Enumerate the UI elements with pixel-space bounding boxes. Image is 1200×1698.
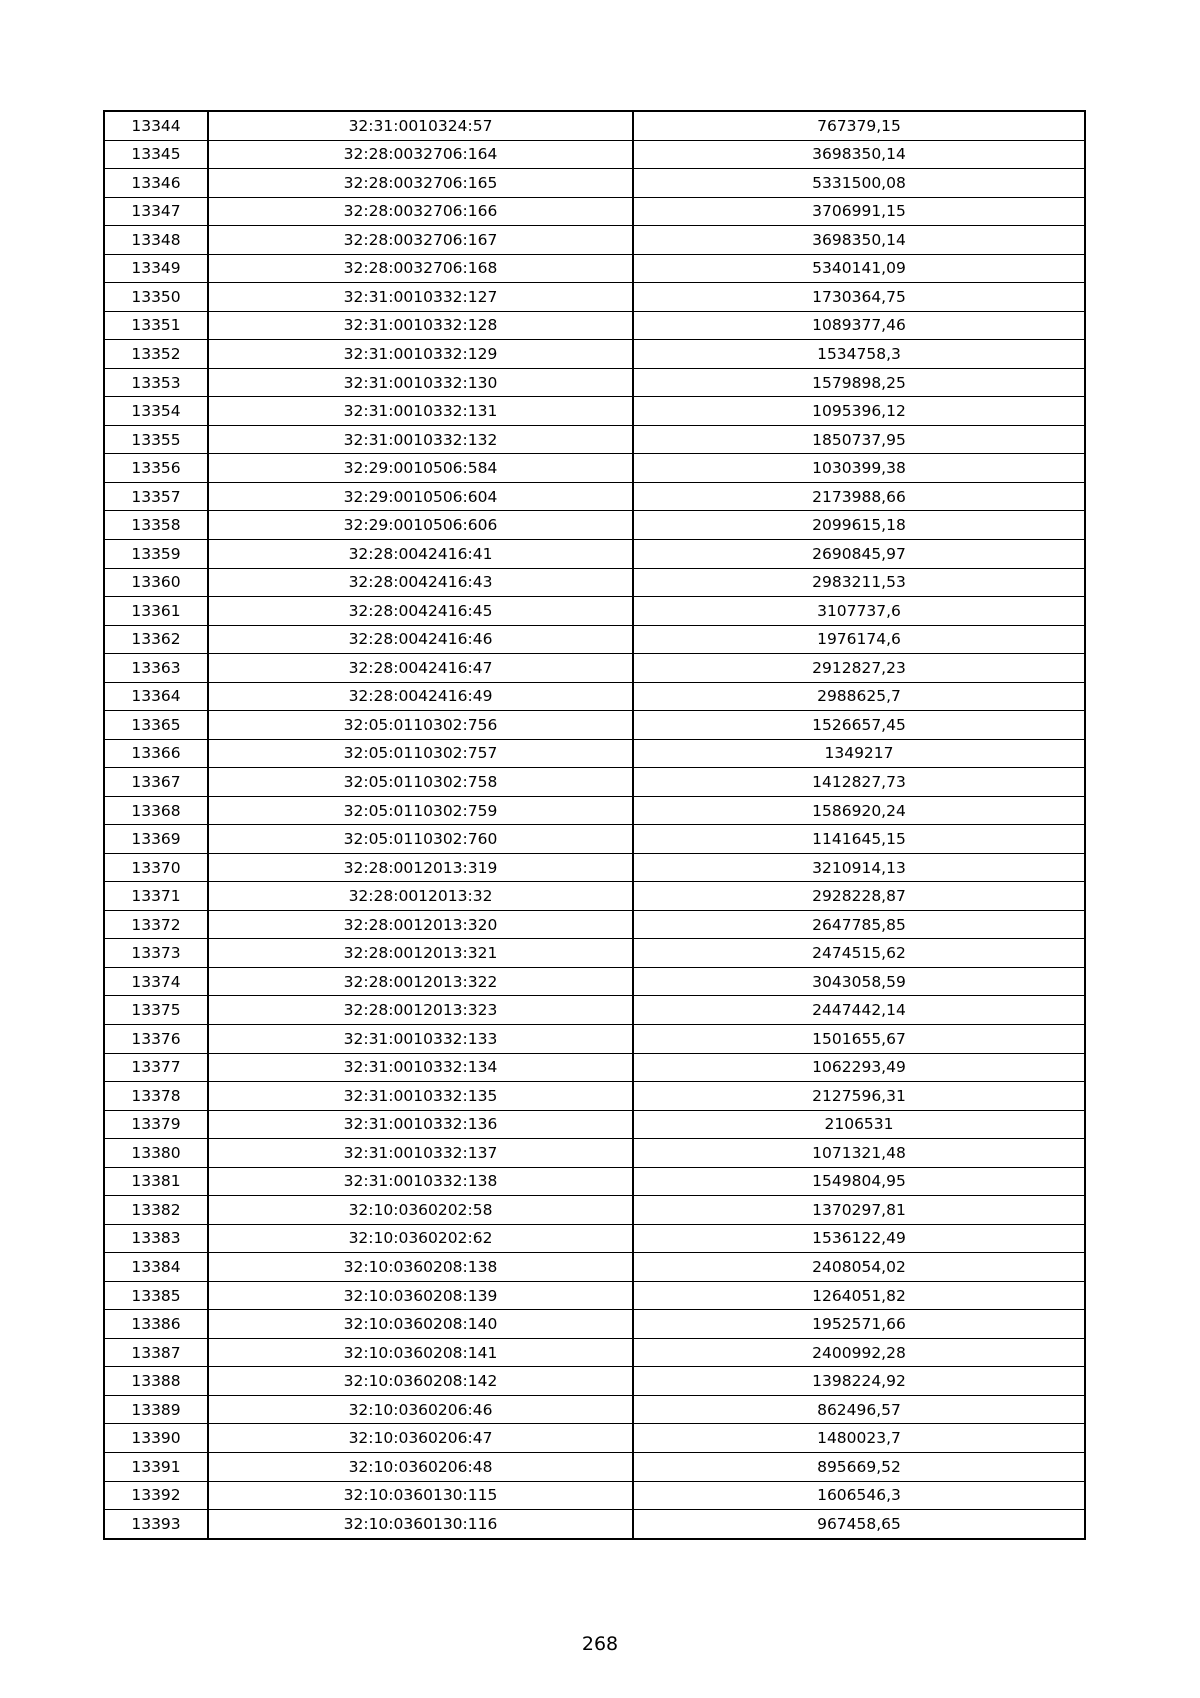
table-row <box>104 1510 1085 1539</box>
cadastral-number-cell: 32:28:0032706:167 <box>208 226 633 255</box>
cadastral-number-cell: 32:28:0042416:46 <box>208 625 633 654</box>
row-number-cell: 13372 <box>104 910 208 939</box>
row-number-cell: 13345 <box>104 140 208 169</box>
table-row <box>104 111 1085 140</box>
value-cell: 1730364,75 <box>633 283 1085 312</box>
table-row <box>104 1424 1085 1453</box>
value-cell: 2988625,7 <box>633 682 1085 711</box>
cadastral-number-cell: 32:29:0010506:606 <box>208 511 633 540</box>
row-number-cell: 13389 <box>104 1395 208 1424</box>
value-cell: 1141645,15 <box>633 825 1085 854</box>
table-row <box>104 1196 1085 1225</box>
value-cell: 2983211,53 <box>633 568 1085 597</box>
table-row <box>104 1082 1085 1111</box>
cadastral-number-cell: 32:28:0032706:165 <box>208 169 633 198</box>
table-row <box>104 254 1085 283</box>
cadastral-number-cell: 32:31:0010332:128 <box>208 311 633 340</box>
cadastral-number-cell: 32:31:0010332:134 <box>208 1053 633 1082</box>
cadastral-number-cell: 32:10:0360206:46 <box>208 1395 633 1424</box>
row-number-cell: 13363 <box>104 654 208 683</box>
value-cell: 2400992,28 <box>633 1338 1085 1367</box>
row-number-cell: 13344 <box>104 111 208 140</box>
table-row <box>104 939 1085 968</box>
cadastral-number-cell: 32:28:0032706:164 <box>208 140 633 169</box>
value-cell: 2690845,97 <box>633 539 1085 568</box>
cadastral-number-cell: 32:10:0360130:116 <box>208 1510 633 1539</box>
cadastral-number-cell: 32:31:0010332:137 <box>208 1139 633 1168</box>
table-row <box>104 197 1085 226</box>
value-cell: 2447442,14 <box>633 996 1085 1025</box>
table-row <box>104 910 1085 939</box>
value-cell: 5340141,09 <box>633 254 1085 283</box>
cadastral-number-cell: 32:28:0012013:32 <box>208 882 633 911</box>
value-cell: 1349217 <box>633 739 1085 768</box>
row-number-cell: 13390 <box>104 1424 208 1453</box>
row-number-cell: 13393 <box>104 1510 208 1539</box>
row-number-cell: 13368 <box>104 796 208 825</box>
row-number-cell: 13369 <box>104 825 208 854</box>
cadastral-number-cell: 32:28:0012013:320 <box>208 910 633 939</box>
value-cell: 3698350,14 <box>633 140 1085 169</box>
table-row <box>104 1224 1085 1253</box>
row-number-cell: 13384 <box>104 1253 208 1282</box>
row-number-cell: 13391 <box>104 1452 208 1481</box>
cadastral-number-cell: 32:31:0010332:136 <box>208 1110 633 1139</box>
cadastral-number-cell: 32:10:0360202:62 <box>208 1224 633 1253</box>
value-cell: 1579898,25 <box>633 368 1085 397</box>
table-row <box>104 568 1085 597</box>
cadastral-number-cell: 32:28:0042416:43 <box>208 568 633 597</box>
table-row <box>104 682 1085 711</box>
table-row <box>104 1281 1085 1310</box>
data-table <box>103 110 1086 1540</box>
row-number-cell: 13382 <box>104 1196 208 1225</box>
value-cell: 1089377,46 <box>633 311 1085 340</box>
cadastral-number-cell: 32:28:0042416:41 <box>208 539 633 568</box>
table-row <box>104 368 1085 397</box>
value-cell: 2173988,66 <box>633 482 1085 511</box>
row-number-cell: 13361 <box>104 597 208 626</box>
cadastral-number-cell: 32:28:0042416:49 <box>208 682 633 711</box>
table-row <box>104 768 1085 797</box>
table-row <box>104 1481 1085 1510</box>
table-row <box>104 1253 1085 1282</box>
cadastral-number-cell: 32:10:0360208:142 <box>208 1367 633 1396</box>
table-row <box>104 425 1085 454</box>
row-number-cell: 13357 <box>104 482 208 511</box>
table-row <box>104 739 1085 768</box>
cadastral-number-cell: 32:29:0010506:604 <box>208 482 633 511</box>
row-number-cell: 13359 <box>104 539 208 568</box>
value-cell: 3210914,13 <box>633 853 1085 882</box>
table-row <box>104 796 1085 825</box>
cadastral-number-cell: 32:31:0010332:133 <box>208 1025 633 1054</box>
value-cell: 1412827,73 <box>633 768 1085 797</box>
row-number-cell: 13362 <box>104 625 208 654</box>
row-number-cell: 13356 <box>104 454 208 483</box>
row-number-cell: 13375 <box>104 996 208 1025</box>
cadastral-number-cell: 32:10:0360130:115 <box>208 1481 633 1510</box>
cadastral-number-cell: 32:31:0010332:129 <box>208 340 633 369</box>
value-cell: 1952571,66 <box>633 1310 1085 1339</box>
table-row <box>104 967 1085 996</box>
cadastral-number-cell: 32:31:0010332:135 <box>208 1082 633 1111</box>
row-number-cell: 13353 <box>104 368 208 397</box>
value-cell: 1264051,82 <box>633 1281 1085 1310</box>
table-row <box>104 853 1085 882</box>
table-row <box>104 511 1085 540</box>
table-row <box>104 140 1085 169</box>
value-cell: 1534758,3 <box>633 340 1085 369</box>
value-cell: 1526657,45 <box>633 711 1085 740</box>
table-row <box>104 711 1085 740</box>
cadastral-number-cell: 32:31:0010332:131 <box>208 397 633 426</box>
cadastral-number-cell: 32:05:0110302:759 <box>208 796 633 825</box>
cadastral-number-cell: 32:31:0010332:127 <box>208 283 633 312</box>
table-row <box>104 1110 1085 1139</box>
cadastral-number-cell: 32:10:0360202:58 <box>208 1196 633 1225</box>
row-number-cell: 13376 <box>104 1025 208 1054</box>
cadastral-number-cell: 32:10:0360208:138 <box>208 1253 633 1282</box>
value-cell: 3706991,15 <box>633 197 1085 226</box>
value-cell: 2408054,02 <box>633 1253 1085 1282</box>
table-row <box>104 340 1085 369</box>
cadastral-number-cell: 32:10:0360206:47 <box>208 1424 633 1453</box>
cadastral-number-cell: 32:31:0010332:138 <box>208 1167 633 1196</box>
value-cell: 1370297,81 <box>633 1196 1085 1225</box>
table-row <box>104 1139 1085 1168</box>
row-number-cell: 13360 <box>104 568 208 597</box>
table-row <box>104 1395 1085 1424</box>
row-number-cell: 13392 <box>104 1481 208 1510</box>
row-number-cell: 13370 <box>104 853 208 882</box>
cadastral-number-cell: 32:28:0012013:319 <box>208 853 633 882</box>
table-row <box>104 1452 1085 1481</box>
row-number-cell: 13348 <box>104 226 208 255</box>
row-number-cell: 13346 <box>104 169 208 198</box>
row-number-cell: 13387 <box>104 1338 208 1367</box>
table-row <box>104 169 1085 198</box>
table-row <box>104 283 1085 312</box>
table-body <box>104 111 1085 1539</box>
table-row <box>104 397 1085 426</box>
cadastral-number-cell: 32:10:0360208:139 <box>208 1281 633 1310</box>
row-number-cell: 13355 <box>104 425 208 454</box>
row-number-cell: 13365 <box>104 711 208 740</box>
table-row <box>104 311 1085 340</box>
table-row <box>104 1053 1085 1082</box>
table-row <box>104 1025 1085 1054</box>
cadastral-number-cell: 32:05:0110302:756 <box>208 711 633 740</box>
table-row <box>104 597 1085 626</box>
value-cell: 1062293,49 <box>633 1053 1085 1082</box>
row-number-cell: 13380 <box>104 1139 208 1168</box>
cadastral-number-cell: 32:31:0010332:130 <box>208 368 633 397</box>
cadastral-number-cell: 32:28:0032706:166 <box>208 197 633 226</box>
table-row <box>104 226 1085 255</box>
row-number-cell: 13386 <box>104 1310 208 1339</box>
table-row <box>104 625 1085 654</box>
row-number-cell: 13381 <box>104 1167 208 1196</box>
value-cell: 2912827,23 <box>633 654 1085 683</box>
value-cell: 1549804,95 <box>633 1167 1085 1196</box>
row-number-cell: 13352 <box>104 340 208 369</box>
row-number-cell: 13385 <box>104 1281 208 1310</box>
value-cell: 1398224,92 <box>633 1367 1085 1396</box>
table-row <box>104 882 1085 911</box>
table-row <box>104 454 1085 483</box>
page-number: 268 <box>581 1633 619 1655</box>
row-number-cell: 13377 <box>104 1053 208 1082</box>
cadastral-number-cell: 32:28:0042416:45 <box>208 597 633 626</box>
value-cell: 862496,57 <box>633 1395 1085 1424</box>
cadastral-number-cell: 32:28:0042416:47 <box>208 654 633 683</box>
value-cell: 1850737,95 <box>633 425 1085 454</box>
row-number-cell: 13383 <box>104 1224 208 1253</box>
cadastral-number-cell: 32:28:0012013:322 <box>208 967 633 996</box>
value-cell: 1030399,38 <box>633 454 1085 483</box>
row-number-cell: 13351 <box>104 311 208 340</box>
value-cell: 2474515,62 <box>633 939 1085 968</box>
table-row <box>104 996 1085 1025</box>
value-cell: 3698350,14 <box>633 226 1085 255</box>
cadastral-number-cell: 32:10:0360208:141 <box>208 1338 633 1367</box>
value-cell: 1536122,49 <box>633 1224 1085 1253</box>
value-cell: 5331500,08 <box>633 169 1085 198</box>
value-cell: 767379,15 <box>633 111 1085 140</box>
row-number-cell: 13374 <box>104 967 208 996</box>
cadastral-number-cell: 32:28:0032706:168 <box>208 254 633 283</box>
table-row <box>104 654 1085 683</box>
value-cell: 967458,65 <box>633 1510 1085 1539</box>
table-row <box>104 539 1085 568</box>
row-number-cell: 13367 <box>104 768 208 797</box>
value-cell: 2099615,18 <box>633 511 1085 540</box>
table-row <box>104 825 1085 854</box>
value-cell: 1480023,7 <box>633 1424 1085 1453</box>
cadastral-number-cell: 32:05:0110302:760 <box>208 825 633 854</box>
value-cell: 1501655,67 <box>633 1025 1085 1054</box>
row-number-cell: 13354 <box>104 397 208 426</box>
row-number-cell: 13378 <box>104 1082 208 1111</box>
value-cell: 1606546,3 <box>633 1481 1085 1510</box>
table-row <box>104 1367 1085 1396</box>
row-number-cell: 13347 <box>104 197 208 226</box>
value-cell: 3043058,59 <box>633 967 1085 996</box>
row-number-cell: 13379 <box>104 1110 208 1139</box>
row-number-cell: 13373 <box>104 939 208 968</box>
row-number-cell: 13349 <box>104 254 208 283</box>
cadastral-number-cell: 32:31:0010332:132 <box>208 425 633 454</box>
row-number-cell: 13364 <box>104 682 208 711</box>
value-cell: 1071321,48 <box>633 1139 1085 1168</box>
cadastral-number-cell: 32:31:0010324:57 <box>208 111 633 140</box>
value-cell: 2647785,85 <box>633 910 1085 939</box>
row-number-cell: 13358 <box>104 511 208 540</box>
value-cell: 1586920,24 <box>633 796 1085 825</box>
cadastral-number-cell: 32:05:0110302:757 <box>208 739 633 768</box>
cadastral-number-cell: 32:28:0012013:321 <box>208 939 633 968</box>
cadastral-number-cell: 32:10:0360206:48 <box>208 1452 633 1481</box>
table-row <box>104 1167 1085 1196</box>
value-cell: 1095396,12 <box>633 397 1085 426</box>
table-row <box>104 482 1085 511</box>
row-number-cell: 13388 <box>104 1367 208 1396</box>
value-cell: 2127596,31 <box>633 1082 1085 1111</box>
cadastral-number-cell: 32:10:0360208:140 <box>208 1310 633 1339</box>
row-number-cell: 13371 <box>104 882 208 911</box>
cadastral-number-cell: 32:28:0012013:323 <box>208 996 633 1025</box>
cadastral-number-cell: 32:05:0110302:758 <box>208 768 633 797</box>
table-row <box>104 1338 1085 1367</box>
value-cell: 3107737,6 <box>633 597 1085 626</box>
value-cell: 895669,52 <box>633 1452 1085 1481</box>
value-cell: 2928228,87 <box>633 882 1085 911</box>
row-number-cell: 13366 <box>104 739 208 768</box>
value-cell: 2106531 <box>633 1110 1085 1139</box>
row-number-cell: 13350 <box>104 283 208 312</box>
value-cell: 1976174,6 <box>633 625 1085 654</box>
table-row <box>104 1310 1085 1339</box>
cadastral-number-cell: 32:29:0010506:584 <box>208 454 633 483</box>
